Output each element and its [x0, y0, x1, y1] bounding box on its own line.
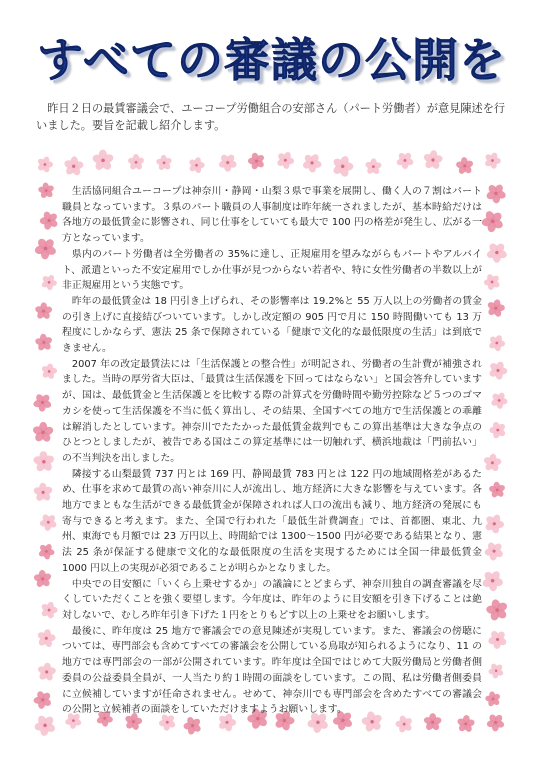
blossom-icon — [153, 152, 175, 174]
paragraph: 県内のパート労働者は全労働者の 35%に達し、正規雇用を望みながらもパートやアルバイト、派遣といった不安定雇用でしか仕事が見つからない若者や、特に女性労働者の半数以上が非正規雇用という実態です。 — [62, 248, 482, 292]
statement-body — [62, 184, 482, 718]
blossom-icon — [364, 158, 382, 176]
blossom-icon — [35, 627, 58, 649]
intro-text: 昨日２日の最賃審議会で、ユーコープ労働組合の安部さん（パート労働者）が意見陳述を行いました。要旨を記載し紹介します。 — [36, 102, 506, 132]
blossom-icon — [35, 179, 57, 202]
blossom-icon — [485, 358, 511, 384]
blossom-icon — [453, 154, 477, 178]
blossom-icon — [214, 149, 241, 176]
blossom-icon — [485, 418, 510, 443]
blossom-icon — [328, 153, 357, 181]
blossom-icon — [35, 207, 62, 234]
page-title: すべての審議の公開を — [36, 33, 507, 87]
blossom-icon — [482, 179, 511, 208]
blossom-icon — [38, 599, 61, 621]
blossom-icon — [30, 389, 56, 416]
blossom-icon — [273, 148, 298, 172]
blossom-icon — [36, 510, 61, 535]
blossom-icon — [62, 155, 85, 177]
blossom-icon — [298, 149, 326, 176]
blossom-icon — [487, 389, 511, 413]
blossom-icon — [34, 302, 53, 320]
blossom-icon — [35, 540, 58, 563]
paragraph: 生活協同組合ユーコープは神奈川・静岡・山梨３県で事業を展開し、働く人の７割はパート職員となっています。３県のパート職員の人事制度は昨年統一されましたが、基本時給だけは各地方の最低賃金に影響され、同じ仕事をしていても最大で 100 円の格差が発生し、広がる一方となっています。 — [62, 186, 482, 245]
blossom-icon — [481, 150, 504, 172]
blossom-icon — [485, 332, 508, 355]
blossom-icon — [30, 710, 61, 740]
blossom-icon — [485, 659, 508, 682]
blossom-icon — [30, 233, 61, 265]
blossom-icon — [482, 688, 504, 710]
blossom-icon — [244, 149, 269, 174]
paragraph: 昨年の最低賃金は 18 円引き上げられ、その影響率は 19.2%と 55 万人以上の労働者の賃金の引き上げに直接結びついています。しかし改定額の 905 円で月に 150 時間働いても 13 万程度にしかならず、憲法 25 条で保障されている「健康で文化的な最低限度の生活」は到底できません。 — [62, 295, 482, 355]
paragraph: 最後に、昨年度は 25 地方で審議会での意見陳述が実現しています。また、審議会の傍聴については、専門部会も含めてすべての審議会を公開している鳥取が知られるようになり、11 の地方では専門部会の一部が公開されています。昨年度は全国ではじめて大阪労働局と労働者側委員の公益委員全員が、一人当たり約１時間の面談をしています。この間、私は労働者側委員に立候補していますが任命されません。せめて、神奈川でも専門部会を含めたすべての審議会の公開と立候補者の面談をしていただけますようお願いします。 — [62, 625, 482, 716]
blossom-icon — [31, 421, 54, 443]
blossom-icon — [30, 686, 56, 713]
blossom-icon — [32, 330, 56, 354]
blossom-icon — [392, 148, 417, 173]
blossom-icon — [484, 297, 507, 319]
blossom-icon — [34, 154, 55, 175]
blossom-icon — [39, 362, 59, 381]
paragraph: 中央での目安額に「いくら上乗せするか」の議論にとどまらず、神奈川独自の調査審議を尽くしていただくことを強く要望します。今年度は、昨年のように目安額を引き下げることは絶対しないで、むしろ昨年引き下げた１円をとりもどす以上の上乗せをお願いします。 — [62, 578, 482, 621]
blossom-icon — [125, 151, 147, 173]
blossom-icon — [482, 453, 503, 473]
blossom-icon — [481, 594, 512, 626]
blossom-icon — [38, 272, 60, 294]
blossom-icon — [486, 479, 508, 502]
blossom-icon — [480, 270, 504, 294]
blossom-icon — [484, 626, 512, 654]
blossom-icon — [480, 537, 508, 565]
paragraph: 隣接する山梨最賃 737 円とは 169 円、静岡最賃 783 円とは 122 円の地域間格差があるため、仕事を求めて最賃の高い神奈川に人が流出し、地方経済に大きな影響を与えています。各地方でまともな生活ができる最低賃金が保障されれば人口の流出も減り、地方経済の発展にも寄与できると考えます。また、全国で行われた「最低生計費調査」では、首都圏、東北、九州、東海でも月額では 23 万円以上、時間給では 1300～1500 円が必要である結果となり、憲法 25 条が保証する健康で文化的な最低限度の生活を実現するためには全国一律最低賃金 1000 円以上の実現が必須であることが明らかとなりました。 — [62, 468, 482, 574]
paragraph: 2007 年の改定最賃法には「生活保護との整合性」が明記され、労働者の生計費が補強されました。当時の厚労省大臣は、「最賃は生活保護を下回ってはならない」と国会答弁していますが、国は、最低賃金と生活保護とを比較する際の計算式を労働時間や勤労控除など５つのゴマカシを使って生活保護を不当に低く算出し、その結果、全国すべての地方で生活保護との乖離は解消したとしています。神奈川でたたかった最低賃金裁判でもこの算出基準は大きな争点のひとつとしましたが、被告である国はこの算定基準には一切触れず、横浜地裁は「門前払い」の不当判決を出しました。 — [62, 358, 482, 464]
blossom-icon — [481, 511, 508, 537]
blossom-icon — [36, 662, 58, 683]
blossom-icon — [422, 149, 445, 171]
blossom-icon — [30, 567, 54, 592]
blossom-icon — [482, 710, 508, 736]
blossom-icon — [186, 155, 207, 176]
blossom-icon — [30, 479, 56, 505]
blossom-icon — [89, 148, 118, 175]
blossom-icon — [30, 447, 58, 476]
blossom-icon — [482, 238, 512, 268]
